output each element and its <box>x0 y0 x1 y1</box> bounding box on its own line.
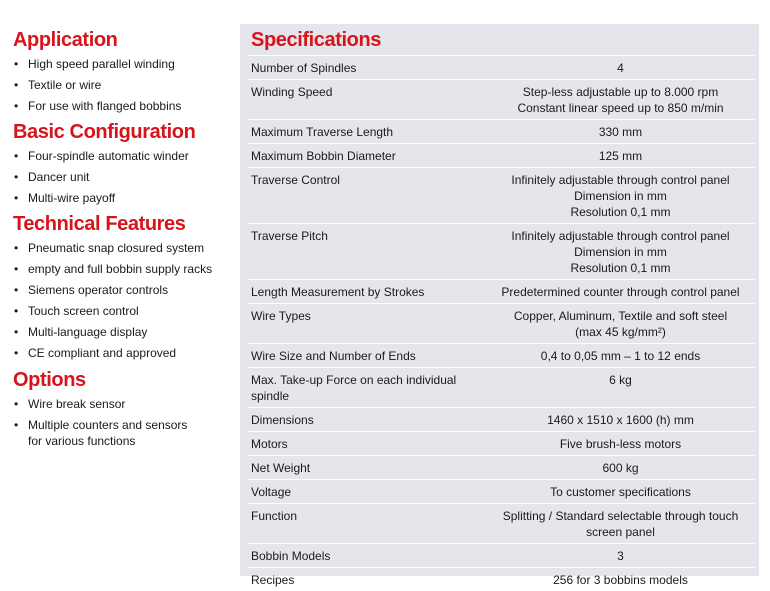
bullet-dot-icon: • <box>14 282 18 298</box>
bullet-item <box>13 282 235 298</box>
spec-value: 125 mm <box>486 144 755 168</box>
spec-value: Five brush-less motors <box>486 432 755 456</box>
spec-value: 600 kg <box>486 456 755 480</box>
options-list <box>13 396 235 449</box>
bullet-item <box>13 345 235 361</box>
spec-row <box>248 432 755 456</box>
bullet-dot-icon: • <box>14 240 18 256</box>
spec-label: Motors <box>248 432 486 456</box>
spec-value: Splitting / Standard selectable through touch screen panel <box>486 504 755 544</box>
bullet-dot-icon: • <box>14 345 18 361</box>
spec-label: Winding Speed <box>248 80 486 120</box>
bullet-text: empty and full bobbin supply racks <box>28 262 212 276</box>
bullet-text: Wire break sensor <box>28 397 125 411</box>
bullet-item <box>13 77 235 93</box>
spec-value: Step-less adjustable up to 8.000 rpm Constant linear speed up to 850 m/min <box>486 80 755 120</box>
spec-label: Wire Size and Number of Ends <box>248 344 486 368</box>
spec-value: 256 for 3 bobbins models <box>486 568 755 591</box>
bullet-dot-icon: • <box>14 261 18 277</box>
specifications-heading: Specifications <box>251 28 381 52</box>
spec-row <box>248 368 755 408</box>
spec-value: 4 <box>486 56 755 80</box>
spec-value: Infinitely adjustable through control panel Dimension in mm Resolution 0,1 mm <box>486 168 755 224</box>
bullet-item <box>13 169 235 185</box>
spec-row <box>248 168 755 224</box>
spec-label: Traverse Pitch <box>248 224 486 280</box>
bullet-text: Pneumatic snap closured system <box>28 241 204 255</box>
spec-label: Net Weight <box>248 456 486 480</box>
bullet-item <box>13 98 235 114</box>
spec-row <box>248 56 755 80</box>
spec-label: Maximum Bobbin Diameter <box>248 144 486 168</box>
spec-value: 330 mm <box>486 120 755 144</box>
spec-row <box>248 408 755 432</box>
technical-features-heading: Technical Features <box>13 212 235 236</box>
features-column <box>13 28 235 454</box>
bullet-item <box>13 303 235 319</box>
spec-row <box>248 480 755 504</box>
spec-row <box>248 504 755 544</box>
spec-row <box>248 456 755 480</box>
bullet-text: For use with flanged bobbins <box>28 99 181 113</box>
bullet-text: CE compliant and approved <box>28 346 176 360</box>
spec-value: Infinitely adjustable through control panel Dimension in mm Resolution 0,1 mm <box>486 224 755 280</box>
spec-value: 0,4 to 0,05 mm – 1 to 12 ends <box>486 344 755 368</box>
bullet-text: Four-spindle automatic winder <box>28 149 189 163</box>
spec-label: Traverse Control <box>248 168 486 224</box>
spec-label: Bobbin Models <box>248 544 486 568</box>
bullet-text: Textile or wire <box>28 78 101 92</box>
spec-row <box>248 120 755 144</box>
bullet-item <box>13 148 235 164</box>
bullet-text: Dancer unit <box>28 170 89 184</box>
bullet-dot-icon: • <box>14 303 18 319</box>
bullet-dot-icon: • <box>14 56 18 72</box>
bullet-item <box>13 417 235 449</box>
bullet-item <box>13 240 235 256</box>
spec-value: 6 kg <box>486 368 755 408</box>
spec-label: Number of Spindles <box>248 56 486 80</box>
spec-value: 3 <box>486 544 755 568</box>
spec-row <box>248 568 755 591</box>
spec-row <box>248 224 755 280</box>
bullet-item <box>13 324 235 340</box>
application-heading: Application <box>13 28 235 52</box>
bullet-item <box>13 190 235 206</box>
options-heading: Options <box>13 368 235 392</box>
bullet-dot-icon: • <box>14 324 18 340</box>
specifications-table <box>248 55 755 591</box>
technical-features-list <box>13 240 235 361</box>
spec-row <box>248 280 755 304</box>
spec-label: Max. Take-up Force on each individual spindle <box>248 368 486 408</box>
basic-configuration-list <box>13 148 235 206</box>
spec-value: To customer specifications <box>486 480 755 504</box>
spec-row <box>248 544 755 568</box>
bullet-dot-icon: • <box>14 98 18 114</box>
bullet-item <box>13 261 235 277</box>
spec-label: Maximum Traverse Length <box>248 120 486 144</box>
spec-label: Function <box>248 504 486 544</box>
specifications-panel <box>240 24 759 576</box>
bullet-dot-icon: • <box>14 396 18 412</box>
spec-row <box>248 144 755 168</box>
spec-row <box>248 344 755 368</box>
spec-value: Predetermined counter through control panel <box>486 280 755 304</box>
basic-configuration-heading: Basic Configuration <box>13 120 235 144</box>
bullet-text: Multi-wire payoff <box>28 191 115 205</box>
bullet-text: Touch screen control <box>28 304 139 318</box>
spec-row <box>248 80 755 120</box>
bullet-dot-icon: • <box>14 148 18 164</box>
bullet-text: Multi-language display <box>28 325 147 339</box>
bullet-text: Multiple counters and sensors for various functions <box>28 418 187 448</box>
bullet-text: Siemens operator controls <box>28 283 168 297</box>
bullet-item <box>13 56 235 72</box>
application-list <box>13 56 235 114</box>
bullet-dot-icon: • <box>14 417 18 433</box>
spec-label: Wire Types <box>248 304 486 344</box>
spec-value: Copper, Aluminum, Textile and soft steel (max 45 kg/mm²) <box>486 304 755 344</box>
bullet-text: High speed parallel winding <box>28 57 175 71</box>
spec-row <box>248 304 755 344</box>
bullet-dot-icon: • <box>14 169 18 185</box>
spec-value: 1460 x 1510 x 1600 (h) mm <box>486 408 755 432</box>
spec-label: Dimensions <box>248 408 486 432</box>
spec-label: Length Measurement by Strokes <box>248 280 486 304</box>
spec-label: Recipes <box>248 568 486 591</box>
spec-label: Voltage <box>248 480 486 504</box>
bullet-item <box>13 396 235 412</box>
bullet-dot-icon: • <box>14 77 18 93</box>
bullet-dot-icon: • <box>14 190 18 206</box>
